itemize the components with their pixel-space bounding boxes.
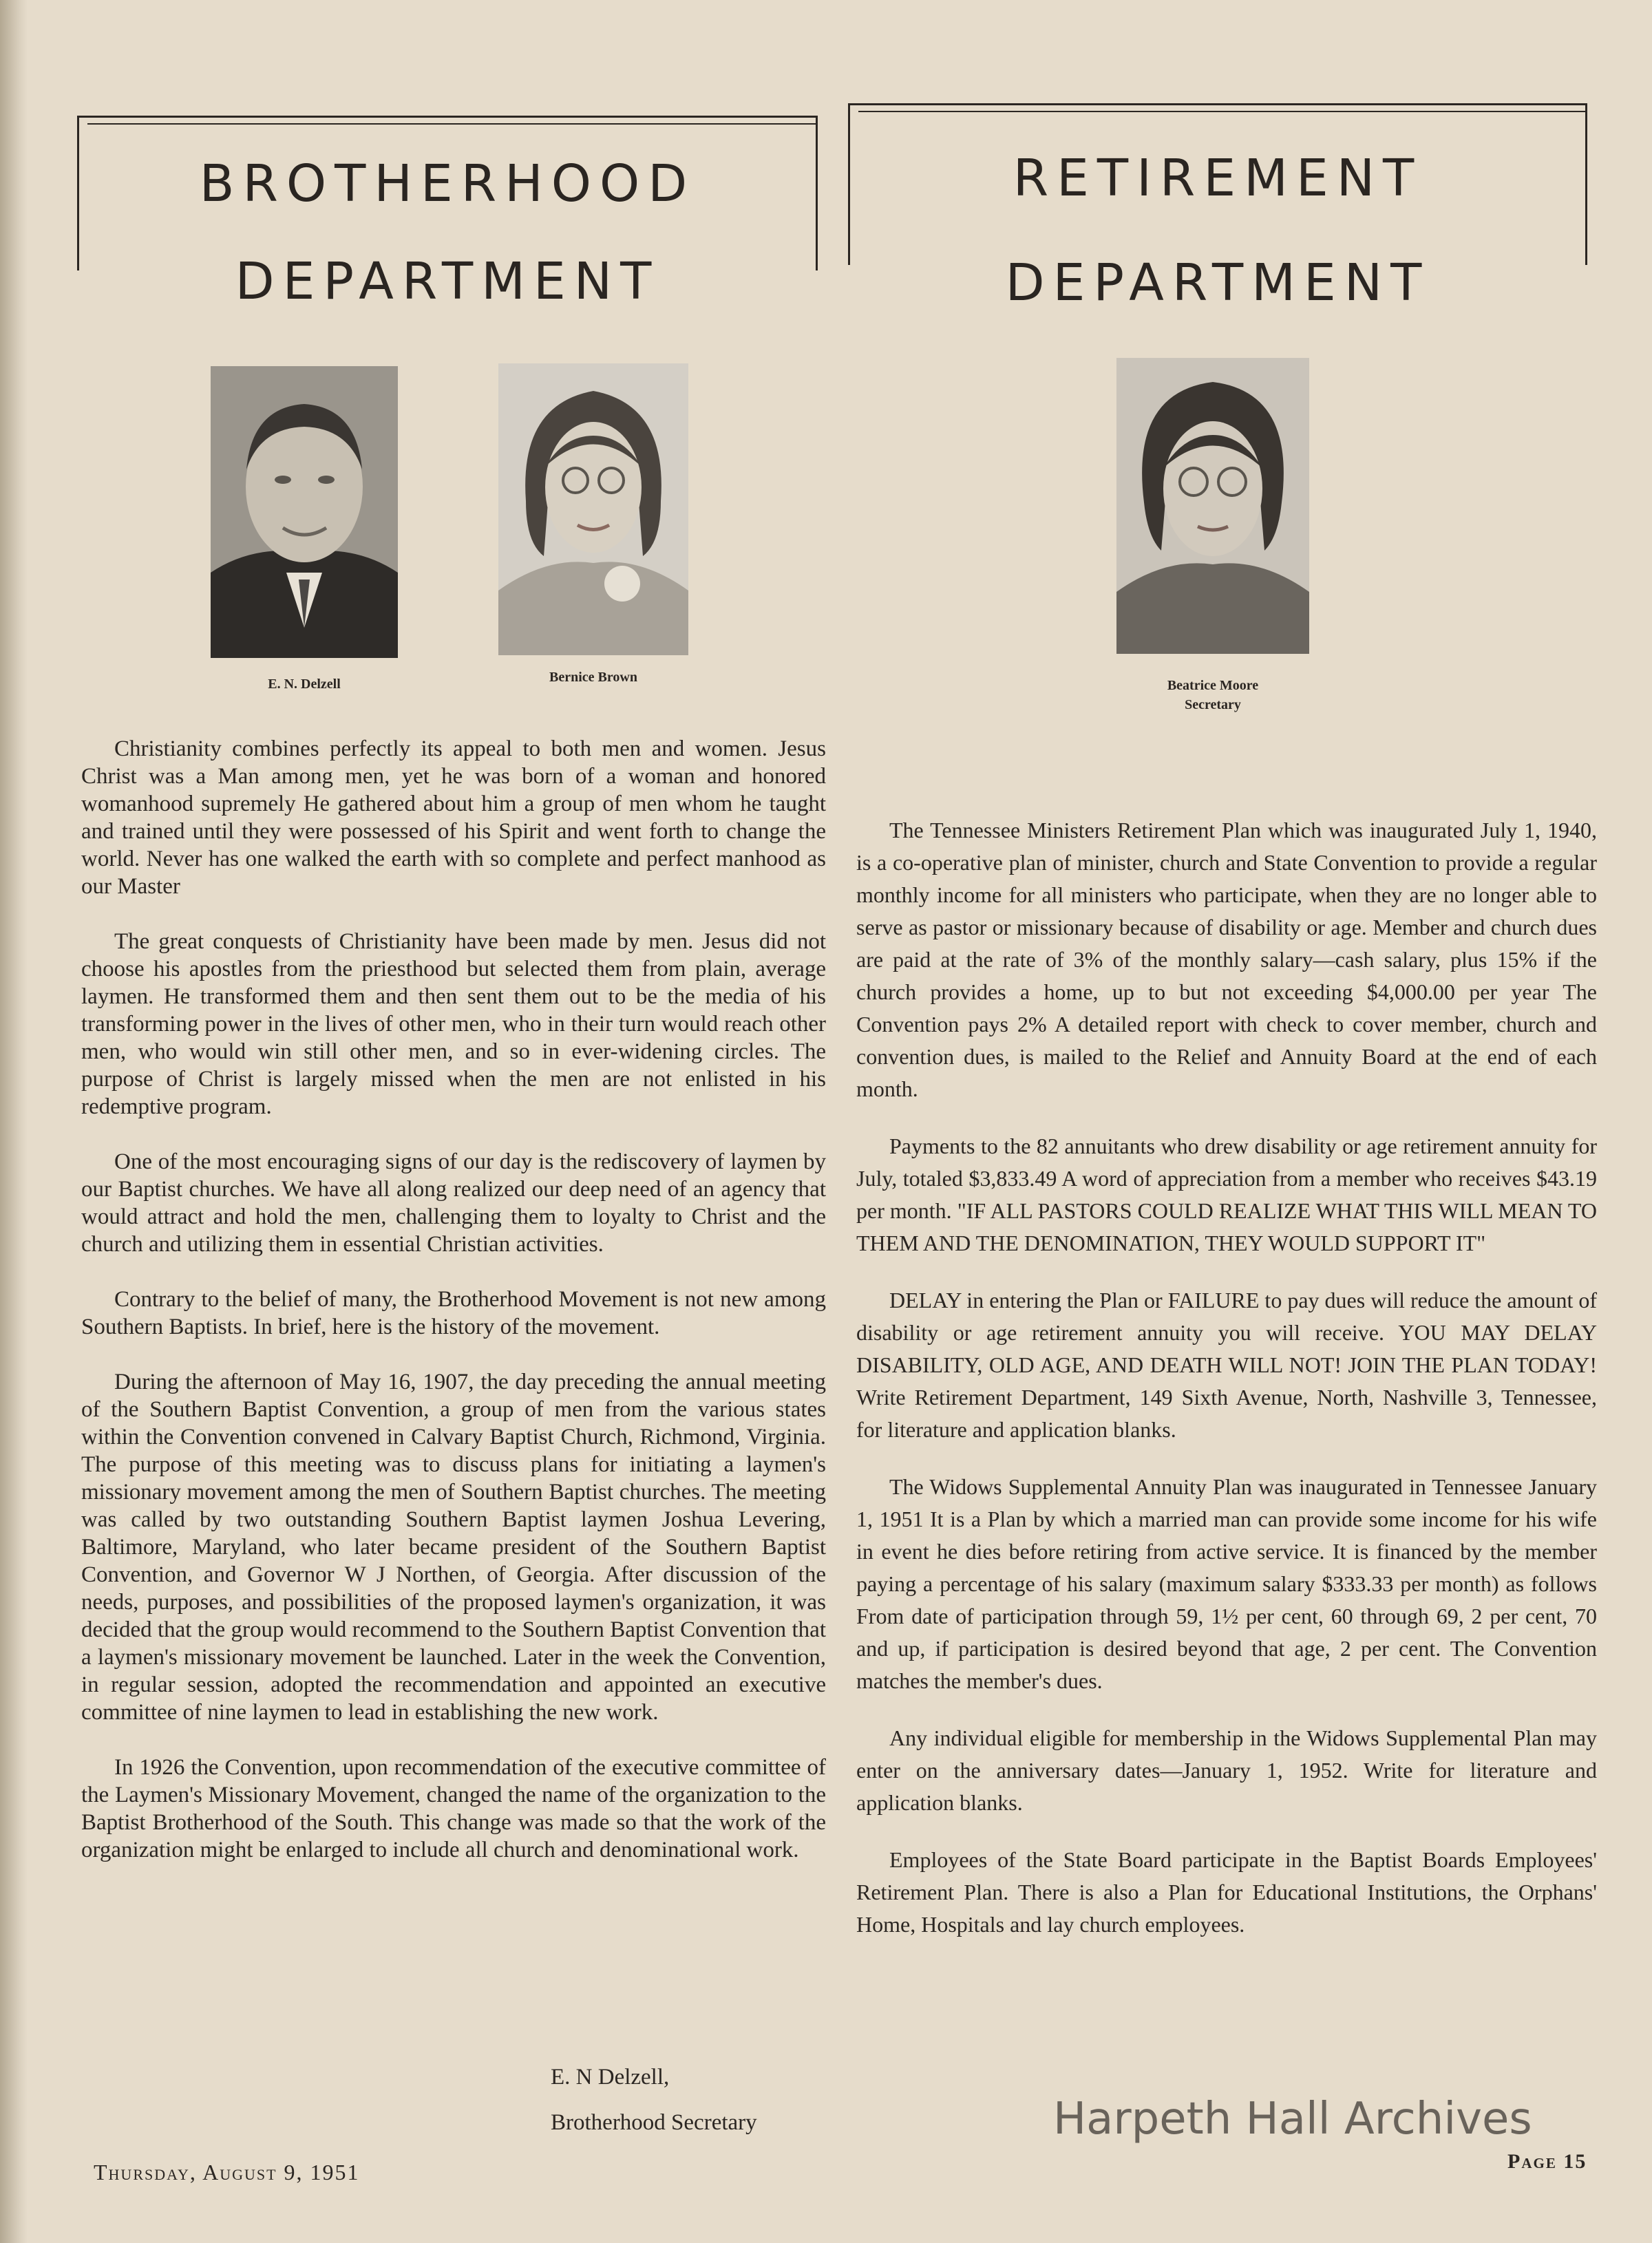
- brotherhood-title-line2: DEPARTMENT: [235, 252, 660, 311]
- page-spine-shadow: [0, 0, 28, 2243]
- brotherhood-paragraph: In 1926 the Convention, upon recommendation of the executive committee of the Laymen's Missionary Movement, changed the name of the organization to the Baptist Brotherhood of the South. This change was made so that the work of the organization might be enlarged to include all church and denominational work.: [81, 1755, 826, 1862]
- photo-brown: [498, 363, 688, 655]
- retirement-paragraph: Payments to the 82 annuitants who drew disability or age retirement annuity for July, totaled $3,833.49 A word of appreciation from a member who receives $43.19 per month. "IF ALL PASTORS COULD REALIZE WHAT THIS WILL MEAN TO THEM AND THE DENOMINATION, THEY WOULD SUPPORT IT": [856, 1134, 1597, 1255]
- brotherhood-paragraph: The great conquests of Christianity have been made by men. Jesus did not choose his apostles from the priesthood but selected them from plain, average laymen. He transformed them and then sent them out to be the media of his transforming power in the lives of other men, who in their turn would reach other men, who would win still other men, and so in ever-widening circles. The purpose of Christ is largely missed when the men are not enlisted in his redemptive program.: [81, 929, 826, 1119]
- retirement-paragraph: Any individual eligible for membership in the Widows Supplemental Plan may enter on the anniversary dates—January 1, 1952. Write for literature and application blanks.: [856, 1725, 1597, 1815]
- signature-title: Brotherhood Secretary: [551, 2110, 757, 2135]
- retirement-article: [856, 814, 1597, 1966]
- issue-date: Thursday, August 9, 1951: [94, 2160, 360, 2184]
- caption-brown: Bernice Brown: [549, 670, 637, 685]
- brotherhood-paragraph: During the afternoon of May 16, 1907, the day preceding the annual meeting of the Southern Baptist Convention, a group of men from the various states within the Convention convened in Calvary Baptist Church, Richmond, Virginia. The purpose of this meeting was to discuss plans for initiating a laymen's missionary movement among the men of Southern Baptist churches. The meeting was called by two outstanding Southern Baptist laymen Joshua Levering, Baltimore, Maryland, who later became president of the Southern Baptist Convention, and Governor W J Northen, of Georgia. After discussion of the needs, purposes, and possibilities of the proposed laymen's organization, it was decided that the group would recommend to the Southern Baptist Convention that a laymen's missionary movement be launched. Later in the week the Convention, in regular session, adopted the recommendation and appointed an executive committee of nine laymen to lead in establishing the new work.: [81, 1370, 826, 1725]
- page-number: Page 15: [1507, 2150, 1587, 2173]
- brotherhood-paragraph: Christianity combines perfectly its appeal to both men and women. Jesus Christ was a Man among men, yet he was born of a woman and honored womanhood supremely He gathered about him a group of men whom he taught and trained until they were possessed of his Spirit and went forth to change the world. Never has one walked the earth with so complete and perfect manhood as our Master: [81, 736, 826, 899]
- retirement-paragraph: The Tennessee Ministers Retirement Plan which was inaugurated July 1, 1940, is a co-operative plan of minister, church and State Convention to provide a regular monthly income for all ministers who participate, when they are no longer able to serve as pastor or missionary because of disability or age. Member and church dues are paid at the rate of 3% of the monthly salary—cash salary, plus 15% if the church provides a home, up to but not exceeding $4,000.00 per year The Convention pays 2% A detailed report with check to cover member, church and convention dues, is mailed to the Relief and Annuity Board at the end of each month.: [856, 818, 1597, 1101]
- retirement-title-line1: RETIREMENT: [1013, 149, 1423, 208]
- archive-watermark: Harpeth Hall Archives: [1053, 2094, 1532, 2145]
- brotherhood-paragraph: One of the most encouraging signs of our day is the rediscovery of laymen by our Baptist churches. We have all along realized our deep need of an agency that would attract and hold the men, challenging them to loyalty to Christ and the church and utilizing them in essential Christian activities.: [81, 1149, 826, 1257]
- retirement-paragraph: The Widows Supplemental Annuity Plan was inaugurated in Tennessee January 1, 1951 It is a Plan by which a married man can provide some income for his wife in event he dies before retiring from active service. It is financed by the member paying a percentage of his salary (maximum salary $333.33 per month) as follows From date of participation through 59, 1½ per cent, 60 through 69, 2 per cent, 70 and up, if participation is desired beyond that age, 2 per cent. The Convention matches the member's dues.: [856, 1474, 1597, 1693]
- caption-moore-name: Beatrice Moore: [1167, 678, 1259, 693]
- signature-name: E. N Delzell,: [551, 2065, 670, 2090]
- retirement-paragraph: Employees of the State Board participate in the Baptist Boards Employees' Retirement Plan. There is also a Plan for Educational Institutions, the Orphans' Home, Hospitals and lay church employees.: [856, 1847, 1597, 1937]
- retirement-header-box: [848, 103, 1587, 312]
- photo-moore: [1116, 358, 1309, 654]
- retirement-paragraph: DELAY in entering the Plan or FAILURE to pay dues will reduce the amount of disability or age retirement annuity you will receive. YOU MAY DELAY DISABILITY, OLD AGE, AND DEATH WILL NOT! JOIN THE PLAN TODAY! Write Retirement Department, 149 Sixth Avenue, North, Nashville 3, Tennessee, for literature and application blanks.: [856, 1288, 1597, 1442]
- retirement-title-line2: DEPARTMENT: [1005, 253, 1430, 312]
- brotherhood-article: [81, 735, 826, 1891]
- photo-delzell: [211, 366, 398, 658]
- caption-moore-title: Secretary: [1185, 697, 1241, 712]
- brotherhood-header-box: [77, 116, 818, 311]
- brotherhood-title-line1: BROTHERHOOD: [199, 154, 696, 213]
- caption-moore: [1116, 676, 1309, 714]
- brotherhood-paragraph: Contrary to the belief of many, the Brotherhood Movement is not new among Southern Baptists. In brief, here is the history of the movement.: [81, 1287, 826, 1339]
- caption-delzell: E. N. Delzell: [268, 677, 341, 692]
